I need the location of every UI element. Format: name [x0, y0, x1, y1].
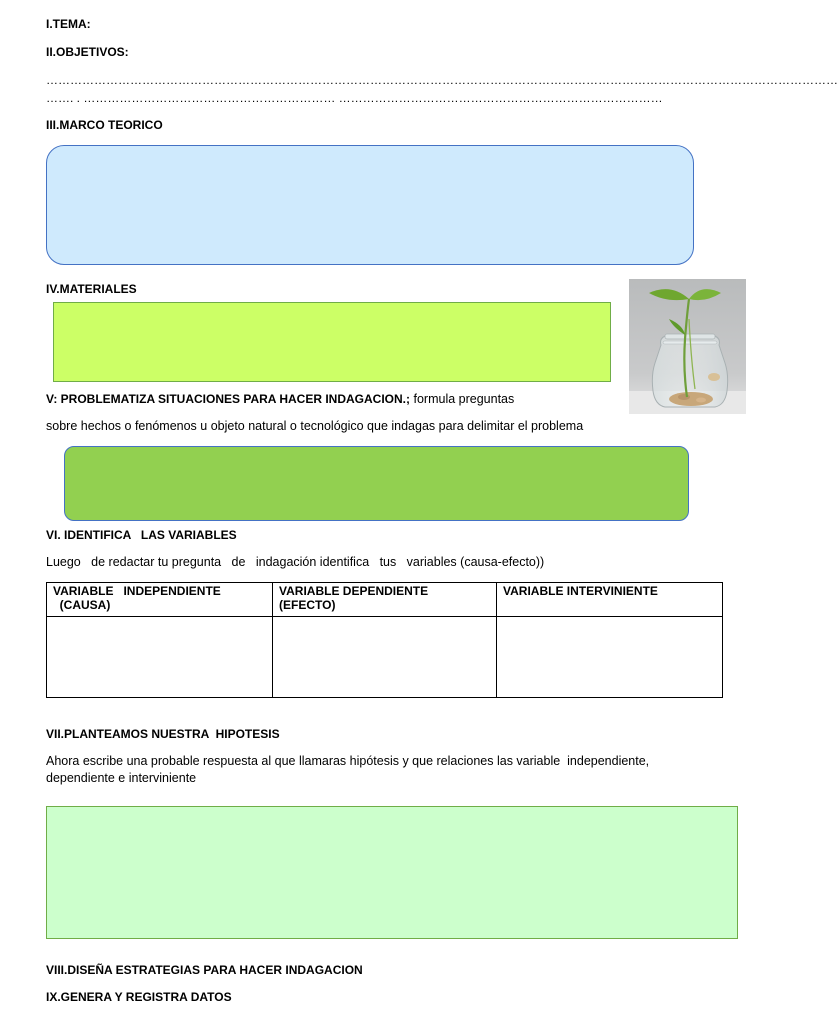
table-header-row [47, 583, 723, 617]
header-col3: VARIABLE INTERVINIENTE [503, 584, 658, 598]
cell-interviniente-input[interactable] [497, 617, 723, 698]
section-materiales-heading: IV.MATERIALES [46, 282, 137, 296]
variables-table [46, 582, 723, 698]
section-hipotesis-heading: VII.PLANTEAMOS NUESTRA HIPOTESIS [46, 727, 280, 741]
section-problematiza-heading [46, 392, 514, 406]
hipotesis-input-box[interactable] [46, 806, 738, 939]
table-row [47, 617, 723, 698]
header-variable-independiente [47, 583, 273, 617]
section-estrategias-heading: VIII.DISEÑA ESTRATEGIAS PARA HACER INDAGACION [46, 963, 363, 977]
hipotesis-instruction-line2: dependiente e interviniente [46, 771, 197, 785]
marco-teorico-input-box[interactable] [46, 145, 694, 265]
cell-dependiente-input[interactable] [273, 617, 497, 698]
section-tema-heading: I.TEMA: [46, 17, 91, 31]
section-objetivos-heading: II.OBJETIVOS: [46, 45, 129, 59]
header-variable-interviniente [497, 583, 723, 617]
header-col2-line1: VARIABLE DEPENDIENTE [279, 584, 429, 598]
materiales-input-box[interactable] [53, 302, 611, 382]
problematiza-bold-text: V: PROBLEMATIZA SITUACIONES PARA HACER INDAGACION.; [46, 392, 411, 406]
header-col1-line1: VARIABLE INDEPENDIENTE [53, 584, 221, 598]
objetivos-dotted-line-1: ……………………………………………………………………………………………………………………………………………………………………………… [46, 73, 838, 87]
section-marco-teorico-heading: III.MARCO TEORICO [46, 118, 163, 132]
plant-in-jar-photo [629, 279, 746, 414]
header-col2-line2: (EFECTO) [279, 598, 336, 612]
cell-independiente-input[interactable] [47, 617, 273, 698]
objetivos-dotted-line-2: ……. . ……………………………………………………… ……………………………………………………………………… [46, 91, 663, 105]
problematiza-rest-text: formula preguntas [410, 392, 515, 406]
hipotesis-instruction-line1: Ahora escribe una probable respuesta al que llamaras hipótesis y que relaciones las variable independiente, [46, 754, 650, 768]
header-variable-dependiente [273, 583, 497, 617]
section-variables-heading: VI. IDENTIFICA LAS VARIABLES [46, 528, 237, 542]
section-genera-datos-heading: IX.GENERA Y REGISTRA DATOS [46, 990, 232, 1004]
problema-input-box[interactable] [64, 446, 689, 521]
header-col1-line2: (CAUSA) [53, 598, 111, 612]
problematiza-instruction: sobre hechos o fenómenos u objeto natural o tecnológico que indagas para delimitar el problema [46, 419, 584, 433]
variables-instruction: Luego de redactar tu pregunta de indagación identifica tus variables (causa-efecto)) [46, 555, 545, 569]
